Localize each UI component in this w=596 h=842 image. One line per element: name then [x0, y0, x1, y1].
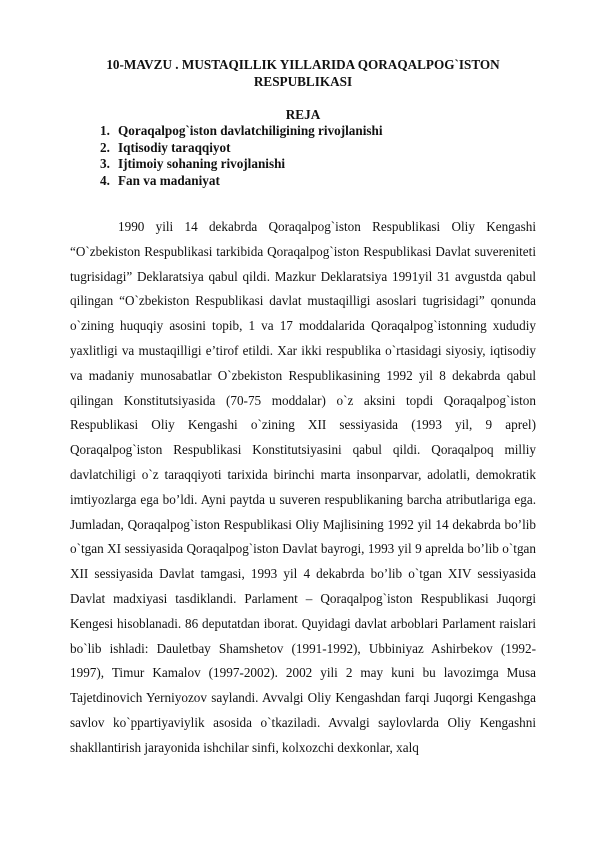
- plan-item-text: Ijtimoiy sohaning rivojlanishi: [118, 156, 286, 171]
- plan-item-number: 3.: [100, 156, 110, 171]
- plan-heading: REJA: [285, 107, 321, 122]
- plan-item-text: Fan va madaniyat: [118, 172, 220, 188]
- body-paragraph: 1990 yili 14 dekabrda Qoraqalpog`iston Respublikasi Oliy Kengashi “O`zbekiston Respublikasi tarkibida Qoraqalpog`iston Respublikasi Davlat suvereniteti tugrisidagi” Deklaratsiya qabul qildi. Mazkur Deklaratsiya 1991yil 31 avgustda qabul qilingan “O`zbekiston Respublikasi davlat mustaqilligi asoslari tugrisidagi” qonunda o`zining huquqiy asosini topib, 1 va 17 moddalarida Qoraqalpog`istonning xududiy yaxlitligi va mustaqilligi e’tirof etildi. Xar ikki respublika o`rtasidagi siyosiy, iqtisodiy va madaniy munosabatlar O`zbekiston Respublikasining 1992 yil 8 dekabrda qabul qilingan Konstitutsiyasida (70-75 moddalar) o`z aksini topdi Qoraqalpog`iston Respublikasi Oliy Kengashi o`zining XII sessiyasida (1993 yil, 9 aprel) Qoraqalpog`iston Respublikasi Konstitutsiyasini qabul qildi. Qoraqalpoq milliy davlatchiligi o`z taraqqiyoti tarixida birinchi marta insonparvar, adolatli, demokratik imtiyozlarga ega bo’ldi. Ayni paytda u suveren respublikaning barcha atributlariga ega. Jumladan, Qoraqalpog`iston Respublikasi Oliy Majlisining 1992 yil 14 dekabrda bo’lib o`tgan XI sessiyasida Qoraqalpog`iston Davlat bayrogi, 1993 yil 9 aprelda bo’lib o`tgan XII sessiyasida Davlat tamgasi, 1993 yil 4 dekabrda bo’lib o`tgan XIV sessiyasida Davlat madxiyasi tasdiklandi. Parlament – Qoraqalpog`iston Respublikasi Juqorgi Kengesi hisoblanadi. 86 deputatdan iborat. Quyidagi davlat arboblari Parlament raislari bo`lib ishladi: Dauletbay Shamshetov (1991-1992), Ubbiniyaz Ashirbekov (1992-1997), Timur Kamalov (1997-2002). 2002 yili 2 may kuni bu lavozimga Musa Tajetdinovich Yerniyozov saylandi. Avvalgi Oliy Kengashdan farqi Juqorgi Kengashga savlov ko`ppartiyaviylik asosida o`tkaziladi. Avvalgi saylovlarda Oliy Kengashni shakllantirish jarayonida ishchilar sinfi, kolxozchi dexkonlar, xalq: [70, 219, 536, 755]
- plan-item: [70, 140, 536, 157]
- plan-item: [70, 123, 536, 140]
- plan-item-text: Iqtisodiy taraqqiyot: [118, 139, 231, 155]
- plan-item-number: 2.: [100, 139, 110, 155]
- plan-item-text: Qoraqalpog`iston davlatchiligining rivojlanishi: [118, 123, 383, 138]
- document-title: 10-MAVZU . MUSTAQILLIK YILLARIDA QORAQALPOG`ISTON RESPUBLIKASI: [106, 57, 500, 89]
- plan-item: [70, 173, 536, 190]
- plan-list: [70, 123, 536, 189]
- plan-item-number: 1.: [100, 123, 110, 138]
- plan-item-number: 4.: [100, 172, 110, 188]
- plan-item: [70, 156, 536, 173]
